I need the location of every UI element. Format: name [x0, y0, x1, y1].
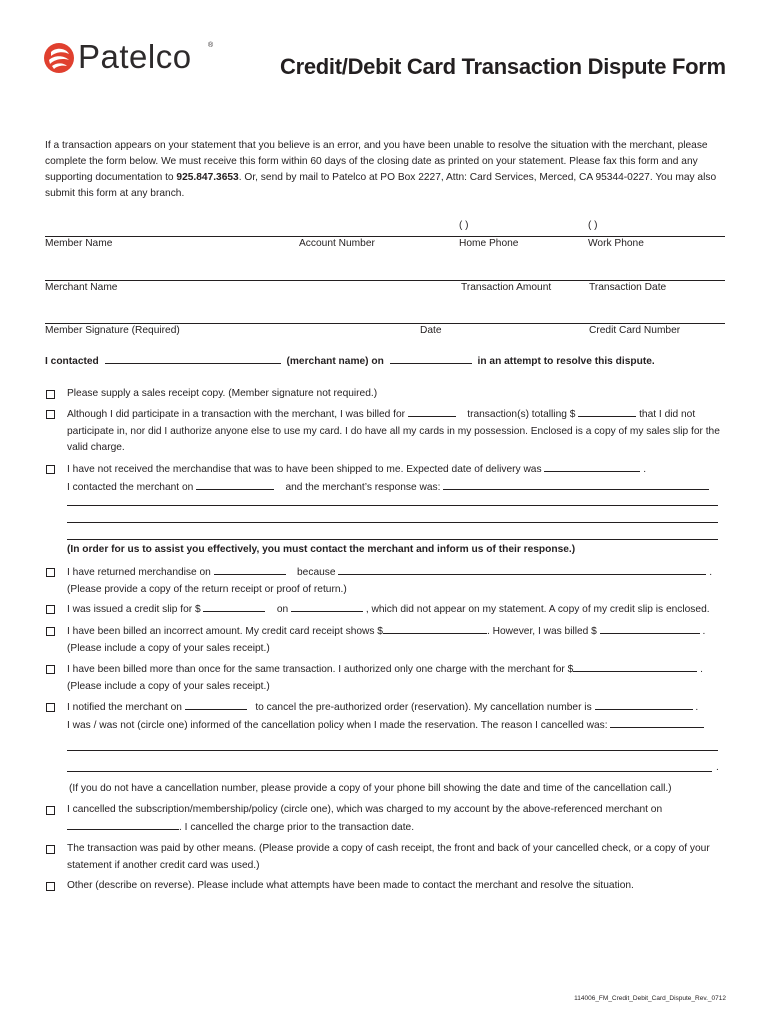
cancel-reason-line-1[interactable]	[67, 750, 718, 751]
notified-date-blank[interactable]	[185, 699, 247, 710]
checkbox-credit-slip[interactable]	[46, 605, 55, 614]
intro-text-2: . Or, send by mail to Patelco at PO Box 2227, Attn: Card Services, Merced, CA 95344-0227. You may also submit this form at any branch.	[45, 172, 717, 199]
returned-text-b: because	[297, 567, 336, 578]
merchant-name-label: Merchant Name	[45, 282, 118, 293]
member-name-label: Member Name	[45, 238, 113, 249]
not-received-text-d: and the merchant’s response was:	[285, 481, 441, 493]
item-credit-slip	[67, 601, 727, 619]
transaction-count-blank[interactable]	[408, 406, 456, 417]
incorrect-text-a: I have been billed an incorrect amount. My credit card receipt shows $	[67, 626, 383, 637]
more-once-text-c: (Please include a copy of your sales receipt.)	[67, 680, 270, 692]
returned-text-a: I have returned merchandise on	[67, 567, 211, 578]
item-receipt: Please supply a sales receipt copy. (Member signature not required.)	[67, 388, 378, 399]
intro-paragraph	[45, 138, 735, 202]
participate-text-b: transaction(s) totalling $	[467, 409, 576, 420]
credit-slip-text-a: I was issued a credit slip for $	[67, 604, 201, 615]
work-phone-label: Work Phone	[588, 238, 644, 249]
merchant-info-line[interactable]	[45, 280, 725, 281]
delivery-date-blank[interactable]	[544, 461, 640, 472]
item-participated	[67, 406, 727, 457]
cancel-reason-period: .	[716, 762, 719, 773]
more-once-text-b: .	[700, 664, 703, 675]
not-received-text-a: I have not received the merchandise that was to have been shipped to me. Expected date of delivery was	[67, 464, 542, 475]
credit-slip-text-c: , which did not appear on my statement. A copy of my credit slip is enclosed.	[365, 604, 710, 615]
contacted-text-b: (merchant name) on	[286, 356, 384, 367]
registered-mark: ®	[208, 42, 214, 49]
cancellation-note: (If you do not have a cancellation number, please provide a copy of your phone bill showing the date and time of the cancellation call.)	[69, 783, 672, 794]
member-info-line[interactable]	[45, 236, 725, 237]
item-returned	[67, 564, 727, 598]
contact-date-blank[interactable]	[390, 353, 472, 364]
transaction-amount-label: Transaction Amount	[461, 282, 552, 293]
checkbox-receipt[interactable]	[46, 390, 55, 399]
participate-text-c: that I did not participate in, nor did I authorize anyone else to use my card. I do have all my cards in my possession. Enclosed is a copy of my sales slip for the valid charge.	[67, 409, 720, 453]
cancel-reason-blank[interactable]	[610, 717, 704, 728]
incorrect-text-c: .	[702, 626, 706, 637]
credit-amount-blank[interactable]	[203, 601, 265, 612]
response-line-3[interactable]	[67, 539, 718, 540]
item-subscription	[67, 802, 727, 836]
cancellation-number-blank[interactable]	[595, 699, 693, 710]
notified-text-d: I was / was not (circle one) informed of the cancellation policy when I made the reservation. The reason I cancelled was:	[67, 719, 608, 731]
checkbox-returned[interactable]	[46, 568, 55, 577]
work-phone-area-code: ( )	[588, 220, 598, 231]
fax-number: 925.847.3653	[176, 172, 239, 183]
subscription-text-b: . I cancelled the charge prior to the transaction date.	[179, 821, 415, 833]
date-label: Date	[420, 325, 442, 336]
item-not-received	[67, 461, 727, 496]
merchant-response-blank[interactable]	[443, 479, 709, 490]
form-number: 114006_FM_Credit_Debit_Card_Dispute_Rev._0712	[574, 995, 726, 1002]
member-signature-label: Member Signature (Required)	[45, 325, 180, 336]
subscription-date-blank[interactable]	[67, 819, 179, 830]
authorized-amount-blank[interactable]	[573, 661, 697, 672]
checkbox-billed-more-than-once[interactable]	[46, 665, 55, 674]
item-other: Other (describe on reverse). Please include what attempts have been made to contact the merchant and resolve the situation.	[67, 880, 634, 891]
transaction-total-blank[interactable]	[578, 406, 636, 417]
item-other-means: The transaction was paid by other means. (Please provide a copy of cash receipt, the front and back of your cancelled check, or a copy of your statement if another credit card was used.)	[67, 843, 710, 871]
response-line-1[interactable]	[67, 505, 718, 506]
patelco-swirl-icon	[42, 41, 76, 75]
return-reason-blank[interactable]	[338, 564, 706, 575]
credit-date-blank[interactable]	[291, 601, 363, 612]
more-once-text-a: I have been billed more than once for the same transaction. I authorized only one charge with the merchant for $	[67, 664, 574, 675]
checkbox-participated[interactable]	[46, 410, 55, 419]
merchant-name-blank[interactable]	[105, 353, 281, 364]
page-title: Credit/Debit Card Transaction Dispute Form	[280, 54, 726, 79]
account-number-label: Account Number	[299, 238, 375, 249]
subscription-text-a: I cancelled the subscription/membership/policy (circle one), which was charged to my account by the above-referenced merchant on	[67, 804, 663, 815]
credit-card-number-label: Credit Card Number	[589, 325, 681, 336]
contacted-text-c: in an attempt to resolve this dispute.	[477, 356, 655, 367]
notified-text-a: I notified the merchant on	[67, 702, 182, 713]
contact-merchant-date-blank[interactable]	[196, 479, 274, 490]
checkbox-other-means[interactable]	[46, 845, 55, 854]
billed-amount-blank[interactable]	[600, 623, 700, 634]
intro-text-1: If a transaction appears on your statement that you believe is an error, and you have been unable to resolve the situation with the merchant, please complete the form below. We must receive this form within 60 days of the closing date as printed on your statement. Please fax this form and any supporting documentation to	[45, 140, 708, 183]
not-received-text-c: I contacted the merchant on	[67, 481, 194, 493]
incorrect-text-d: (Please include a copy of your sales receipt.)	[67, 642, 270, 654]
contacted-text-a: I contacted	[45, 356, 99, 367]
checkbox-notified-merchant[interactable]	[46, 703, 55, 712]
return-date-blank[interactable]	[214, 564, 286, 575]
response-line-2[interactable]	[67, 522, 718, 523]
checkbox-subscription[interactable]	[46, 806, 55, 815]
returned-text-d: (Please provide a copy of the return receipt or proof of return.)	[67, 583, 347, 595]
checkbox-incorrect-amount[interactable]	[46, 627, 55, 636]
notified-text-b: to cancel the pre-authorized order (reservation). My cancellation number is	[255, 702, 592, 713]
participate-text-a: Although I did participate in a transaction with the merchant, I was billed for	[67, 409, 406, 420]
receipt-amount-blank[interactable]	[383, 623, 487, 634]
notified-text-c: .	[695, 702, 699, 713]
incorrect-text-b: . However, I was billed $	[486, 626, 597, 637]
contacted-line	[45, 353, 655, 370]
patelco-logo	[42, 36, 242, 80]
cancel-reason-line-2[interactable]	[67, 771, 712, 772]
signature-line[interactable]	[45, 323, 725, 324]
home-phone-area-code: ( )	[459, 220, 469, 231]
not-received-text-b: .	[643, 464, 647, 475]
returned-text-c: .	[709, 567, 713, 578]
logo-wordmark: Patelco	[78, 38, 192, 75]
home-phone-label: Home Phone	[459, 238, 519, 249]
transaction-date-label: Transaction Date	[589, 282, 667, 293]
credit-slip-text-b: on	[276, 604, 289, 615]
contact-merchant-note: (In order for us to assist you effectively, you must contact the merchant and inform us of their response.)	[67, 544, 576, 555]
item-incorrect-amount	[67, 623, 727, 657]
item-notified-merchant	[67, 699, 727, 734]
item-billed-more-than-once	[67, 661, 727, 695]
checkbox-not-received[interactable]	[46, 465, 55, 474]
checkbox-other[interactable]	[46, 882, 55, 891]
